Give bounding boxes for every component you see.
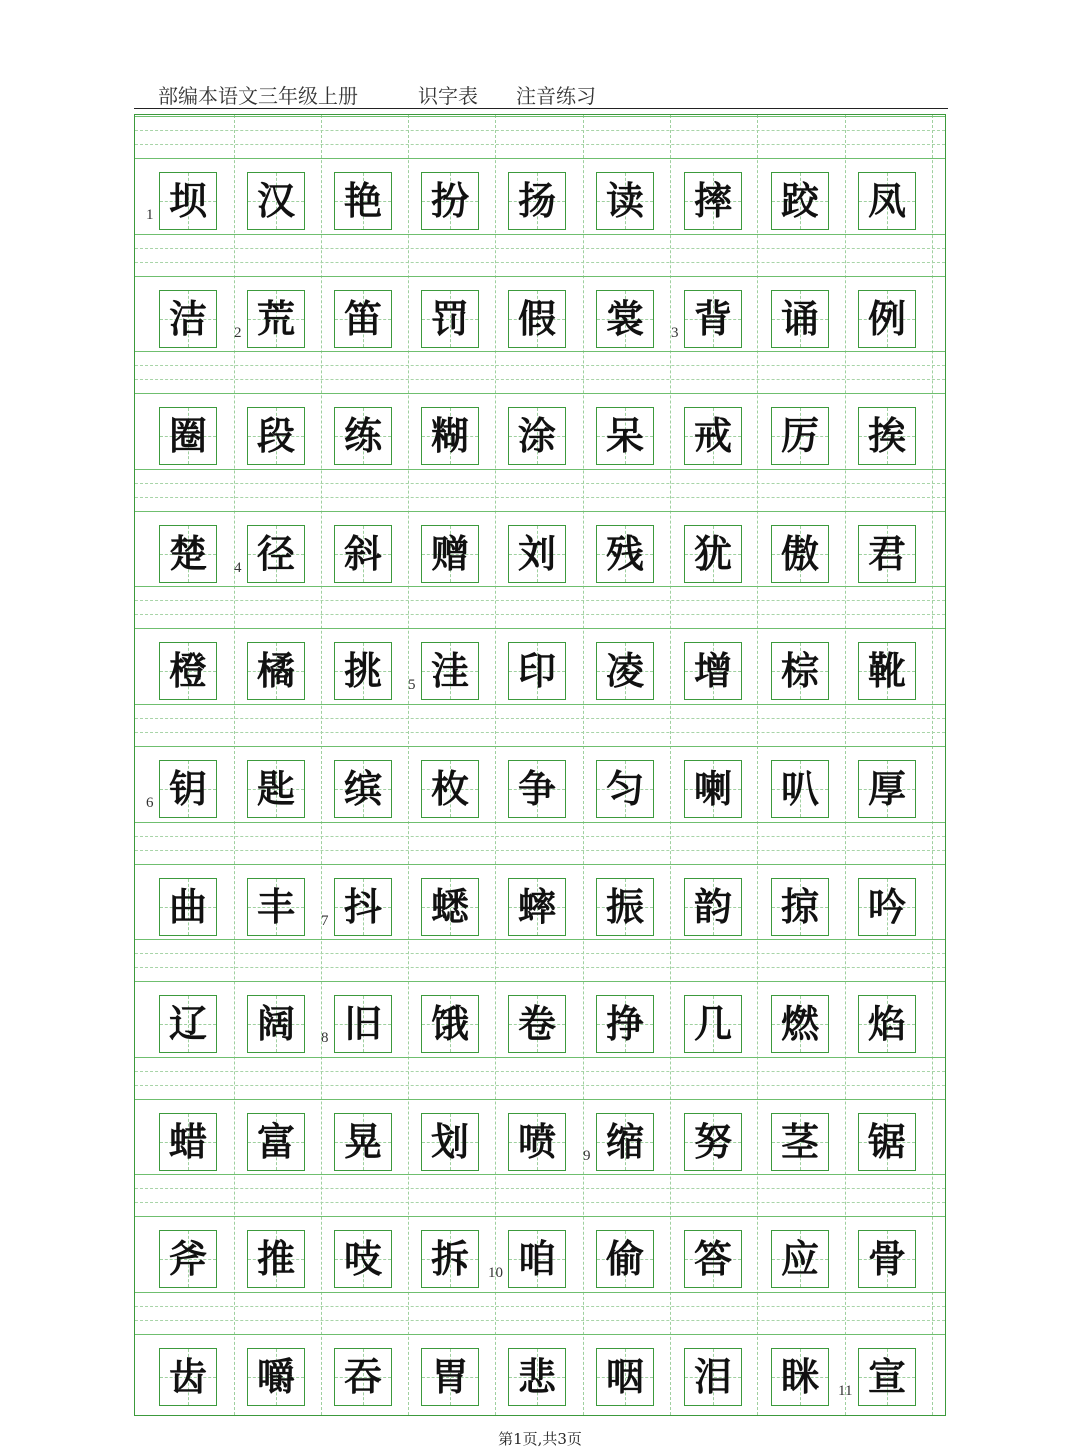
- character: 吱: [343, 1237, 382, 1282]
- character-cell: [421, 1230, 479, 1288]
- character-cell: [596, 1348, 654, 1406]
- character: 傲: [780, 531, 819, 576]
- character: 斜: [343, 531, 382, 576]
- character: 振: [605, 884, 644, 929]
- character-cell: [159, 1230, 217, 1288]
- character-cell: [159, 1113, 217, 1171]
- character-cell: [858, 1230, 916, 1288]
- exercise-title: 注音练习: [516, 84, 596, 108]
- character-cell: [421, 172, 479, 230]
- character-cell: [334, 172, 392, 230]
- lesson-number: 8: [321, 1030, 329, 1047]
- character: 富: [256, 1119, 295, 1164]
- character-cell: [771, 172, 829, 230]
- character-cell: [247, 878, 305, 936]
- character-cell: [508, 1113, 566, 1171]
- character-cell: [771, 642, 829, 700]
- character: 扮: [430, 179, 469, 223]
- pinyin-line: [135, 1071, 945, 1072]
- character: 枚: [430, 767, 469, 811]
- character: 扬: [517, 179, 556, 223]
- character-cell: [247, 172, 305, 230]
- pinyin-line: [135, 116, 945, 117]
- character: 阔: [256, 1002, 295, 1047]
- character: 君: [867, 531, 906, 576]
- character: 径: [256, 531, 295, 576]
- lesson-number: 5: [408, 677, 416, 694]
- pinyin-band[interactable]: [135, 700, 945, 756]
- character-cell: [159, 878, 217, 936]
- character: 努: [693, 1119, 732, 1164]
- pinyin-line: [135, 614, 945, 615]
- character-cell: [421, 878, 479, 936]
- pinyin-line: [135, 144, 945, 145]
- character-cell: [508, 525, 566, 583]
- character: 眯: [780, 1355, 819, 1399]
- character-cell: [247, 1113, 305, 1171]
- character: 涂: [517, 414, 556, 459]
- character: 艳: [343, 179, 382, 223]
- character-cell: [771, 407, 829, 465]
- character: 刘: [517, 531, 556, 576]
- character: 缤: [343, 767, 382, 811]
- character-cell: [684, 525, 742, 583]
- character: 吞: [343, 1355, 382, 1399]
- character-cell: [684, 878, 742, 936]
- character: 答: [693, 1237, 732, 1282]
- character: 斧: [168, 1237, 207, 1282]
- character-cell: [159, 525, 217, 583]
- character: 残: [605, 531, 644, 576]
- character: 荒: [256, 296, 295, 341]
- character-cell: [159, 290, 217, 348]
- character-cell: [596, 1230, 654, 1288]
- character: 锯: [867, 1119, 906, 1164]
- character: 茎: [780, 1119, 819, 1164]
- character: 凤: [867, 179, 906, 223]
- character: 裳: [605, 296, 644, 341]
- lesson-number: 3: [671, 324, 679, 341]
- character: 橘: [256, 649, 295, 694]
- character: 赠: [430, 531, 469, 576]
- character-cell: [596, 407, 654, 465]
- pinyin-band[interactable]: [135, 818, 945, 874]
- character: 跤: [780, 179, 819, 223]
- character: 喇: [693, 767, 732, 811]
- character-cell: [508, 172, 566, 230]
- pinyin-line: [135, 836, 945, 837]
- character-cell: [421, 1113, 479, 1171]
- character: 旧: [343, 1002, 382, 1047]
- character: 掠: [780, 884, 819, 929]
- lesson-number: 2: [234, 324, 242, 341]
- character-cell: [508, 290, 566, 348]
- character: 挣: [605, 1002, 644, 1047]
- character: 背: [693, 296, 732, 341]
- character-cell: [596, 525, 654, 583]
- character-cell: [858, 290, 916, 348]
- character: 呆: [605, 414, 644, 459]
- character: 洼: [430, 649, 469, 694]
- pinyin-line: [135, 850, 945, 851]
- pinyin-line: [135, 822, 945, 823]
- character-cell: [771, 1230, 829, 1288]
- character-cell: [159, 995, 217, 1053]
- character-cell: [596, 995, 654, 1053]
- character-cell: [159, 760, 217, 818]
- character-cell: [684, 1230, 742, 1288]
- character-cell: [334, 525, 392, 583]
- character-cell: [334, 1113, 392, 1171]
- character: 叭: [780, 767, 819, 811]
- character-cell: [421, 995, 479, 1053]
- character: 汉: [256, 179, 295, 223]
- character-cell: [771, 1113, 829, 1171]
- character-cell: [508, 407, 566, 465]
- character: 厚: [867, 767, 906, 811]
- pinyin-line: [135, 1188, 945, 1189]
- pinyin-line: [135, 732, 945, 733]
- character: 拆: [430, 1237, 469, 1282]
- character: 钥: [168, 767, 207, 811]
- character: 圈: [168, 414, 207, 459]
- pinyin-line: [135, 718, 945, 719]
- pinyin-band[interactable]: [135, 230, 945, 286]
- character-cell: [684, 642, 742, 700]
- pinyin-line: [135, 1292, 945, 1293]
- pinyin-line: [135, 864, 945, 865]
- character-cell: [421, 642, 479, 700]
- character-cell: [421, 1348, 479, 1406]
- pinyin-line: [135, 967, 945, 968]
- pinyin-line: [135, 1306, 945, 1307]
- character-cell: [858, 760, 916, 818]
- pinyin-line: [135, 469, 945, 470]
- character-cell: [247, 1348, 305, 1406]
- character-cell: [684, 1113, 742, 1171]
- character-cell: [508, 642, 566, 700]
- character: 练: [343, 414, 382, 459]
- pinyin-line: [135, 586, 945, 587]
- character-cell: [334, 642, 392, 700]
- pinyin-line: [135, 511, 945, 512]
- character-cell: [771, 1348, 829, 1406]
- pinyin-line: [135, 1099, 945, 1100]
- character: 喷: [517, 1119, 556, 1164]
- character: 卷: [517, 1002, 556, 1047]
- character-cell: [858, 407, 916, 465]
- pinyin-band[interactable]: [135, 935, 945, 991]
- character-cell: [596, 642, 654, 700]
- character: 假: [517, 296, 556, 341]
- pinyin-line: [135, 1174, 945, 1175]
- character-cell: [247, 290, 305, 348]
- character-cell: [771, 290, 829, 348]
- character: 燃: [780, 1002, 819, 1047]
- lesson-number: 10: [488, 1265, 503, 1282]
- character: 挨: [867, 414, 906, 459]
- pinyin-line: [135, 1216, 945, 1217]
- character-cell: [247, 995, 305, 1053]
- character: 蜡: [168, 1119, 207, 1164]
- pinyin-band[interactable]: [135, 347, 945, 403]
- pinyin-line: [135, 1320, 945, 1321]
- book-title: 部编本语文三年级上册: [158, 84, 358, 108]
- character: 偷: [605, 1237, 644, 1282]
- character: 厉: [780, 414, 819, 459]
- character-cell: [334, 407, 392, 465]
- pinyin-line: [135, 379, 945, 380]
- lesson-number: 1: [146, 207, 154, 223]
- character-cell: [858, 878, 916, 936]
- character-cell: [247, 642, 305, 700]
- page-footer: 第1页,共3页: [498, 1430, 582, 1448]
- lesson-number: 11: [838, 1383, 853, 1399]
- character-cell: [858, 525, 916, 583]
- character-cell: [771, 995, 829, 1053]
- character: 划: [430, 1119, 469, 1164]
- character: 罚: [430, 296, 469, 341]
- character-cell: [159, 642, 217, 700]
- character: 骨: [867, 1237, 906, 1282]
- pinyin-line: [135, 130, 945, 131]
- character: 匙: [256, 767, 295, 811]
- character-cell: [334, 995, 392, 1053]
- pinyin-line: [135, 600, 945, 601]
- character-cell: [334, 760, 392, 818]
- pinyin-line: [135, 1334, 945, 1335]
- pinyin-line: [135, 276, 945, 277]
- character-cell: [421, 290, 479, 348]
- character: 靴: [867, 649, 906, 694]
- character-cell: [334, 1230, 392, 1288]
- character: 凌: [605, 649, 644, 694]
- pinyin-band[interactable]: [135, 114, 945, 168]
- character-cell: [771, 878, 829, 936]
- character: 增: [693, 649, 732, 694]
- character: 焰: [867, 1002, 906, 1047]
- character: 段: [256, 414, 295, 459]
- pinyin-line: [135, 262, 945, 263]
- character: 胃: [430, 1355, 469, 1399]
- character-cell: [596, 1113, 654, 1171]
- character: 晃: [343, 1119, 382, 1164]
- character: 应: [780, 1237, 819, 1282]
- character: 嚼: [256, 1355, 295, 1399]
- character-cell: [684, 172, 742, 230]
- character-cell: [247, 407, 305, 465]
- character: 曲: [168, 884, 207, 929]
- writing-grid-sheet: [134, 114, 946, 1416]
- pinyin-band[interactable]: [135, 1288, 945, 1344]
- character: 韵: [693, 884, 732, 929]
- pinyin-line: [135, 939, 945, 940]
- pinyin-line: [135, 704, 945, 705]
- character: 丰: [256, 884, 295, 929]
- character-cell: [334, 290, 392, 348]
- character-cell: [771, 760, 829, 818]
- character-cell: [858, 1113, 916, 1171]
- pinyin-line: [135, 351, 945, 352]
- character: 橙: [168, 649, 207, 694]
- character: 印: [517, 649, 556, 694]
- character: 例: [867, 296, 906, 341]
- character-cell: [771, 525, 829, 583]
- pinyin-line: [135, 628, 945, 629]
- pinyin-line: [135, 248, 945, 249]
- pinyin-band[interactable]: [135, 582, 945, 638]
- character-cell: [247, 1230, 305, 1288]
- character-cell: [858, 642, 916, 700]
- character-cell: [508, 878, 566, 936]
- character: 摔: [693, 179, 732, 223]
- character: 缩: [605, 1119, 644, 1164]
- character-cell: [247, 760, 305, 818]
- character: 咱: [517, 1237, 556, 1282]
- pinyin-line: [135, 1085, 945, 1086]
- character: 挑: [343, 649, 382, 694]
- character-cell: [596, 172, 654, 230]
- character: 读: [605, 179, 644, 223]
- pinyin-band[interactable]: [135, 1170, 945, 1226]
- character-cell: [684, 1348, 742, 1406]
- section-title: 识字表: [418, 84, 478, 108]
- character: 争: [517, 767, 556, 811]
- character-cell: [508, 1348, 566, 1406]
- character-cell: [508, 995, 566, 1053]
- character: 笛: [343, 296, 382, 341]
- pinyin-line: [135, 1057, 945, 1058]
- character-cell: [684, 290, 742, 348]
- character: 悲: [517, 1355, 556, 1399]
- character: 棕: [780, 649, 819, 694]
- character: 饿: [430, 1002, 469, 1047]
- character: 吟: [867, 884, 906, 929]
- pinyin-line: [135, 483, 945, 484]
- pinyin-band[interactable]: [135, 1053, 945, 1109]
- character: 蟀: [517, 884, 556, 929]
- character: 蟋: [430, 884, 469, 929]
- character: 戒: [693, 414, 732, 459]
- lesson-number: 6: [146, 795, 154, 811]
- character-cell: [684, 760, 742, 818]
- pinyin-line: [135, 953, 945, 954]
- character: 坝: [168, 179, 207, 223]
- character-cell: [596, 760, 654, 818]
- pinyin-line: [135, 1202, 945, 1203]
- character-cell: [159, 407, 217, 465]
- lesson-number: 7: [321, 912, 329, 929]
- character-cell: [159, 1348, 217, 1406]
- lesson-number: 9: [583, 1147, 591, 1164]
- character-cell: [421, 525, 479, 583]
- character: 犹: [693, 531, 732, 576]
- character: 齿: [168, 1355, 207, 1399]
- pinyin-band[interactable]: [135, 465, 945, 521]
- pinyin-line: [135, 158, 945, 159]
- pinyin-line: [135, 981, 945, 982]
- character: 泪: [693, 1355, 732, 1399]
- pinyin-line: [135, 746, 945, 747]
- pinyin-line: [135, 234, 945, 235]
- character-cell: [421, 407, 479, 465]
- lesson-number: 4: [234, 559, 242, 576]
- character: 辽: [168, 1002, 207, 1047]
- character: 匀: [605, 767, 644, 811]
- pinyin-line: [135, 365, 945, 366]
- character: 咽: [605, 1355, 644, 1399]
- character: 几: [693, 1002, 732, 1047]
- character: 宣: [867, 1355, 906, 1399]
- character-cell: [858, 1348, 916, 1406]
- character-cell: [159, 172, 217, 230]
- pinyin-line: [135, 393, 945, 394]
- character: 抖: [343, 884, 382, 929]
- character-cell: [858, 995, 916, 1053]
- character: 楚: [168, 531, 207, 576]
- character-cell: [858, 172, 916, 230]
- character-cell: [596, 878, 654, 936]
- character: 诵: [780, 296, 819, 341]
- character-cell: [508, 760, 566, 818]
- character-cell: [684, 995, 742, 1053]
- page-header: [134, 74, 948, 109]
- character-cell: [247, 525, 305, 583]
- character: 洁: [168, 296, 207, 341]
- character-cell: [596, 290, 654, 348]
- character-cell: [508, 1230, 566, 1288]
- character-cell: [334, 878, 392, 936]
- character: 推: [256, 1237, 295, 1282]
- pinyin-line: [135, 497, 945, 498]
- character: 糊: [430, 414, 469, 459]
- character-cell: [684, 407, 742, 465]
- character-cell: [421, 760, 479, 818]
- character-cell: [334, 1348, 392, 1406]
